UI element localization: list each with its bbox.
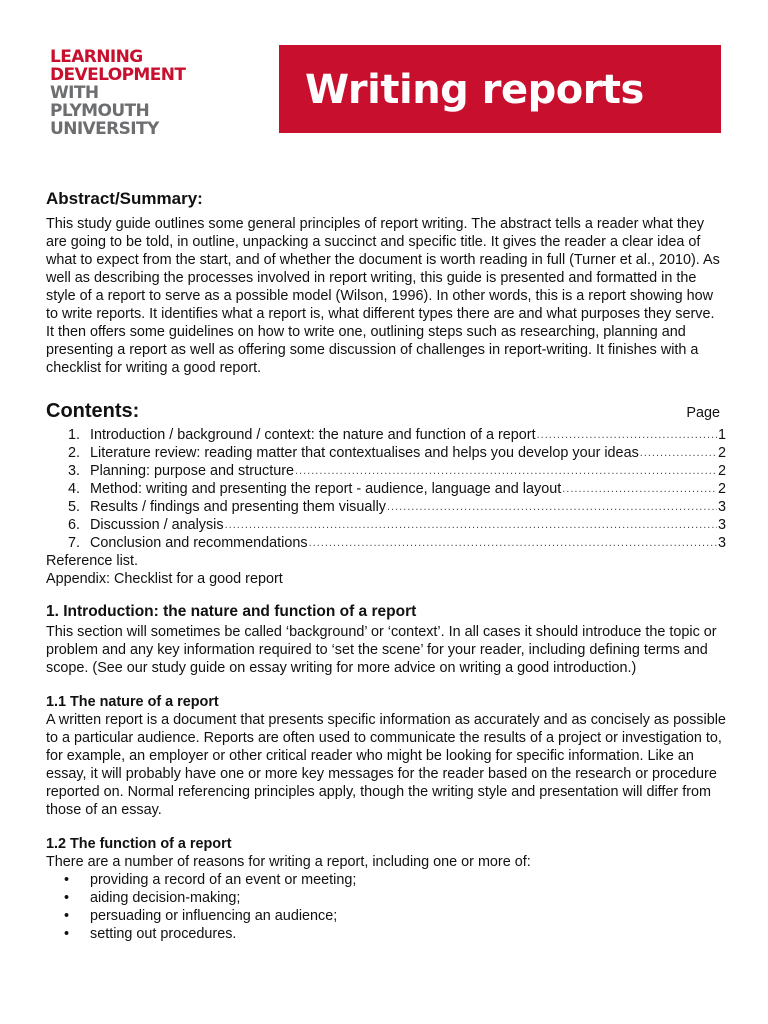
list-item: • persuading or influencing an audience; xyxy=(46,907,726,925)
toc-item-title: Introduction / background / context: the nature and function of a report xyxy=(90,427,536,443)
list-item: • aiding decision-making; xyxy=(46,889,726,907)
toc-item[interactable] xyxy=(46,534,726,552)
title-banner xyxy=(279,45,721,133)
toc-item-number: 1. xyxy=(68,427,81,443)
toc-item[interactable] xyxy=(46,462,726,480)
contents-header xyxy=(46,400,726,426)
list-item: • setting out procedures. xyxy=(46,925,726,943)
toc-leader-dots xyxy=(387,498,717,516)
toc-item[interactable] xyxy=(46,516,726,534)
function-bullet-list xyxy=(46,871,726,943)
logo-line-development: DEVELOPMENT xyxy=(50,65,186,85)
logo-line-plymouth: PLYMOUTH xyxy=(50,101,150,121)
abstract-heading: Abstract/Summary: xyxy=(46,189,203,208)
toc-leader-dots xyxy=(537,426,717,444)
toc-item-title: Results / findings and presenting them visually xyxy=(90,499,386,515)
section-1-1-heading: 1.1 The nature of a report xyxy=(46,694,219,710)
toc-item-number: 6. xyxy=(68,517,81,533)
section-1-heading: 1. Introduction: the nature and function of a report xyxy=(46,603,417,620)
toc-item[interactable] xyxy=(46,498,726,516)
list-item: • providing a record of an event or meeting; xyxy=(46,871,726,889)
toc-item[interactable] xyxy=(46,480,726,498)
toc-item-number: 2. xyxy=(68,445,81,461)
toc-item-number: 3. xyxy=(68,463,81,479)
logo-line-university: UNIVERSITY xyxy=(50,119,159,139)
toc-leader-dots xyxy=(295,462,717,480)
toc-item-page: 1 xyxy=(717,427,726,443)
toc-item-number: 5. xyxy=(68,499,81,515)
toc-leader-dots xyxy=(640,444,717,462)
table-of-contents xyxy=(46,426,726,552)
section-1-2-intro: There are a number of reasons for writing a report, including one or more of: xyxy=(46,854,531,870)
toc-item[interactable] xyxy=(46,426,726,444)
toc-item-title: Method: writing and presenting the report - audience, language and layout xyxy=(90,481,562,497)
toc-item-title: Planning: purpose and structure xyxy=(90,463,294,479)
toc-item-page: 2 xyxy=(717,445,726,461)
section-1-2-heading: 1.2 The function of a report xyxy=(46,836,232,852)
toc-item-page: 2 xyxy=(717,463,726,479)
contents-page-label: Page xyxy=(686,405,720,421)
university-logo xyxy=(50,48,185,138)
toc-item[interactable] xyxy=(46,444,726,462)
section-1-text: This section will sometimes be called ‘background’ or ‘context’. In all cases it should introduce the topic or problem and any key information required to ‘set the scene’ for your reader, including defining terms and scope. (See our study guide on essay writing for more advice on writing a good introduction.) xyxy=(46,624,717,676)
logo-line-learning: LEARNING xyxy=(50,47,143,67)
toc-item-title: Conclusion and recommendations xyxy=(90,535,308,551)
toc-item-number: 4. xyxy=(68,481,81,497)
toc-leader-dots xyxy=(562,480,717,498)
section-1-1-text: A written report is a document that presents specific information as accurately and as concisely as possible to a particular audience. Reports are often used to communicate the results of a project or investigation to, for example, an employer or other critical reader who might be looking for specific information. Like an essay, it will probably have one or more key messages for the reader based on the research or procedure reported on. Normal referencing principles apply, though the writing style and presentation will differ from those of an essay. xyxy=(46,712,726,818)
toc-leader-dots xyxy=(225,516,717,534)
document-title: Writing reports xyxy=(305,67,644,113)
toc-item-page: 2 xyxy=(717,481,726,497)
toc-leader-dots xyxy=(309,534,717,552)
logo-line-with: WITH xyxy=(50,83,99,103)
toc-item-page: 3 xyxy=(717,535,726,551)
abstract-text: This study guide outlines some general principles of report writing. The abstract tells a reader what they are going to be told, in outline, unpacking a succinct and specific title. It gives the reader a clear idea of what to expect from the start, and of whether the document is worth reading in full (Turner et al., 2010). As well as describing the processes involved in report writing, this guide is presented and formatted in the style of a report to serve as a possible model (Wilson, 1996). In other words, this is a report showing how to write reports. It identifies what a report is, what different types there are and what purposes they serve. It then offers some guidelines on how to write one, outlining steps such as researching, planning and presenting a report as well as offering some discussion of challenges in report-writing. It finishes with a checklist for writing a good report. xyxy=(46,216,720,376)
toc-item-page: 3 xyxy=(717,517,726,533)
toc-reference-list[interactable]: Reference list. xyxy=(46,553,138,569)
toc-item-number: 7. xyxy=(68,535,81,551)
toc-item-title: Discussion / analysis xyxy=(90,517,224,533)
contents-heading: Contents: xyxy=(46,400,140,422)
document-body xyxy=(46,188,726,943)
toc-item-page: 3 xyxy=(717,499,726,515)
toc-appendix[interactable]: Appendix: Checklist for a good report xyxy=(46,571,283,587)
toc-item-title: Literature review: reading matter that contextualises and helps you develop your ideas xyxy=(90,445,639,461)
